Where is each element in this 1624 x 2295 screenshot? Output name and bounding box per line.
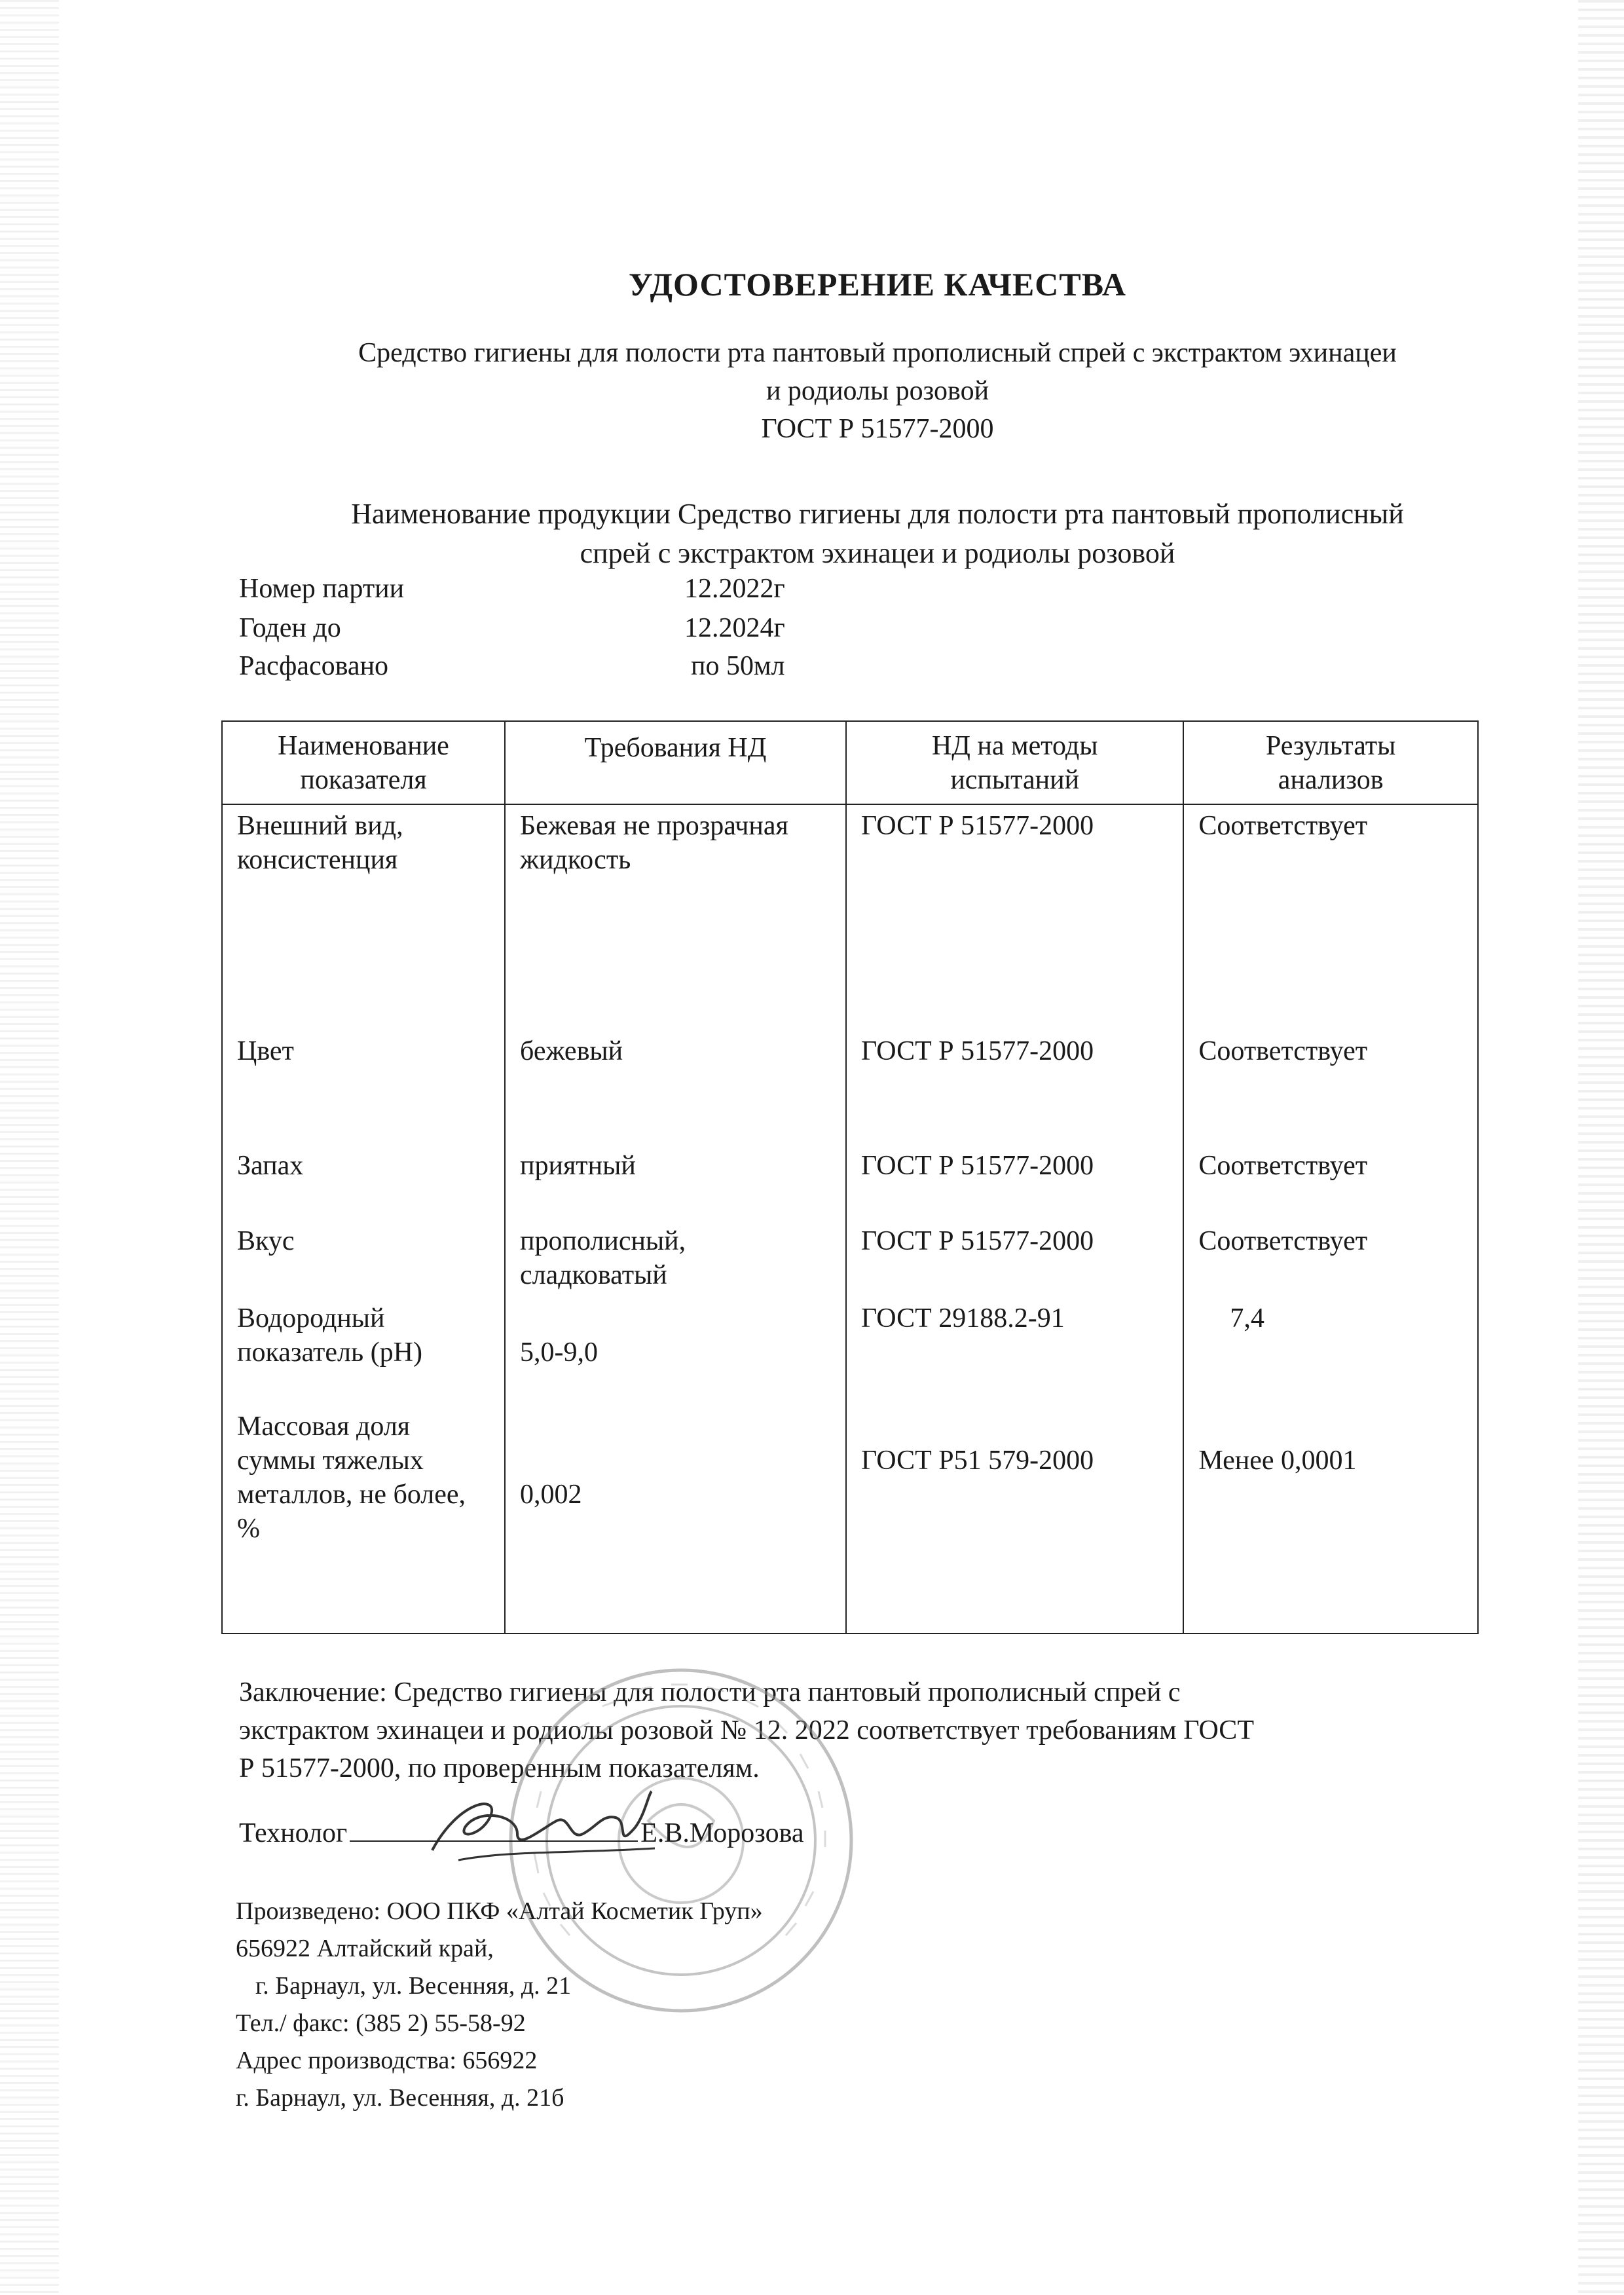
table-row: [222, 1406, 1478, 1633]
product-name-line: спрей с экстрактом эхинацеи и родиолы розовой: [580, 537, 1175, 569]
producer-line: Произведено: ООО ПКФ «Алтай Косметик Груп»: [236, 1897, 763, 1925]
cell-result: Менее 0,0001: [1183, 1406, 1478, 1633]
producer-info: [236, 1893, 763, 2117]
cell-requirement: 0,002: [505, 1406, 846, 1633]
cell-indicator: Внешний вид, консистенция: [222, 804, 505, 1030]
producer-line: г. Барнаул, ул. Весенняя, д. 21: [255, 1972, 572, 2000]
meta-label: Расфасовано: [239, 651, 389, 681]
conclusion-line: Р 51577-2000, по проверенным показателям.: [239, 1753, 760, 1783]
signature-line: [350, 1818, 638, 1842]
subtitle-line: и родиолы розовой: [766, 376, 989, 406]
signoff-name: Е.В.Морозова: [640, 1818, 804, 1848]
technologist-signoff: [239, 1818, 804, 1849]
meta-value: 12.2022г: [684, 574, 785, 604]
cell-requirement: прополисный, сладковатый: [505, 1220, 846, 1297]
cell-requirement: бежевый: [505, 1030, 846, 1145]
cell-method: ГОСТ Р51 579-2000: [846, 1406, 1183, 1633]
cell-requirement: приятный: [505, 1145, 846, 1220]
header-indicator-name: Наименование показателя: [222, 721, 505, 804]
cell-indicator: Массовая доля суммы тяжелых металлов, не более, %: [222, 1406, 505, 1633]
cell-indicator: Вкус: [222, 1220, 505, 1297]
table-row: [222, 1145, 1478, 1220]
cell-method: ГОСТ Р 51577-2000: [846, 804, 1183, 1030]
document-subtitle: [249, 334, 1506, 448]
cell-method: ГОСТ Р 51577-2000: [846, 1145, 1183, 1220]
meta-label: Годен до: [239, 613, 341, 643]
header-test-methods: НД на методы испытаний: [846, 721, 1183, 804]
cell-result: Соответствует: [1183, 1145, 1478, 1220]
document-title: УДОСТОВЕРЕНИЕ КАЧЕСТВА: [628, 266, 1127, 303]
signoff-role: Технолог: [239, 1818, 348, 1848]
subtitle-line: Средство гигиены для полости рта пантовый прополисный спрей с экстрактом эхинацеи: [358, 338, 1397, 368]
product-name: [249, 494, 1506, 573]
table-row: [222, 1220, 1478, 1297]
meta-label: Номер партии: [239, 574, 405, 604]
conclusion-line: экстрактом эхинацеи и родиолы розовой № 12. 2022 соответствует требованиям ГОСТ: [239, 1715, 1254, 1745]
cell-requirement: Бежевая не прозрачная жидкость: [505, 804, 846, 1030]
cell-method: ГОСТ 29188.2-91: [846, 1297, 1183, 1406]
product-name-line: Наименование продукции Средство гигиены для полости рта пантовый прополисный: [351, 498, 1404, 530]
header-results: Результаты анализов: [1183, 721, 1478, 804]
meta-value: 12.2024г: [684, 613, 785, 643]
meta-value: по 50мл: [691, 651, 785, 681]
cell-indicator: Запах: [222, 1145, 505, 1220]
producer-line: 656922 Алтайский край,: [236, 1935, 494, 1962]
producer-line: г. Барнаул, ул. Весенняя, д. 21б: [236, 2084, 564, 2112]
conclusion: [239, 1673, 1496, 1787]
subtitle-standard: ГОСТ Р 51577-2000: [761, 414, 994, 444]
cell-result: Соответствует: [1183, 804, 1478, 1030]
cell-result: Соответствует: [1183, 1030, 1478, 1145]
table-row: [222, 1297, 1478, 1406]
table-row: [222, 804, 1478, 1030]
producer-line: Адрес производства: 656922: [236, 2047, 538, 2074]
cell-requirement: 5,0-9,0: [505, 1297, 846, 1406]
header-requirements: Требования НД: [505, 721, 846, 804]
table-header-row: [222, 721, 1478, 804]
quality-table: [221, 720, 1479, 1634]
producer-line: Тел./ факс: (385 2) 55-58-92: [236, 2009, 526, 2037]
scan-edge-left: [0, 0, 59, 2295]
cell-indicator: Цвет: [222, 1030, 505, 1145]
conclusion-line: Заключение: Средство гигиены для полости рта пантовый прополисный спрей с: [239, 1677, 1181, 1707]
cell-result: 7,4: [1183, 1297, 1478, 1406]
cell-indicator: Водородный показатель (pH): [222, 1297, 505, 1406]
cell-method: ГОСТ Р 51577-2000: [846, 1030, 1183, 1145]
cell-method: ГОСТ Р 51577-2000: [846, 1220, 1183, 1297]
table-row: [222, 1030, 1478, 1145]
scan-edge-right: [1578, 0, 1624, 2295]
cell-result: Соответствует: [1183, 1220, 1478, 1297]
